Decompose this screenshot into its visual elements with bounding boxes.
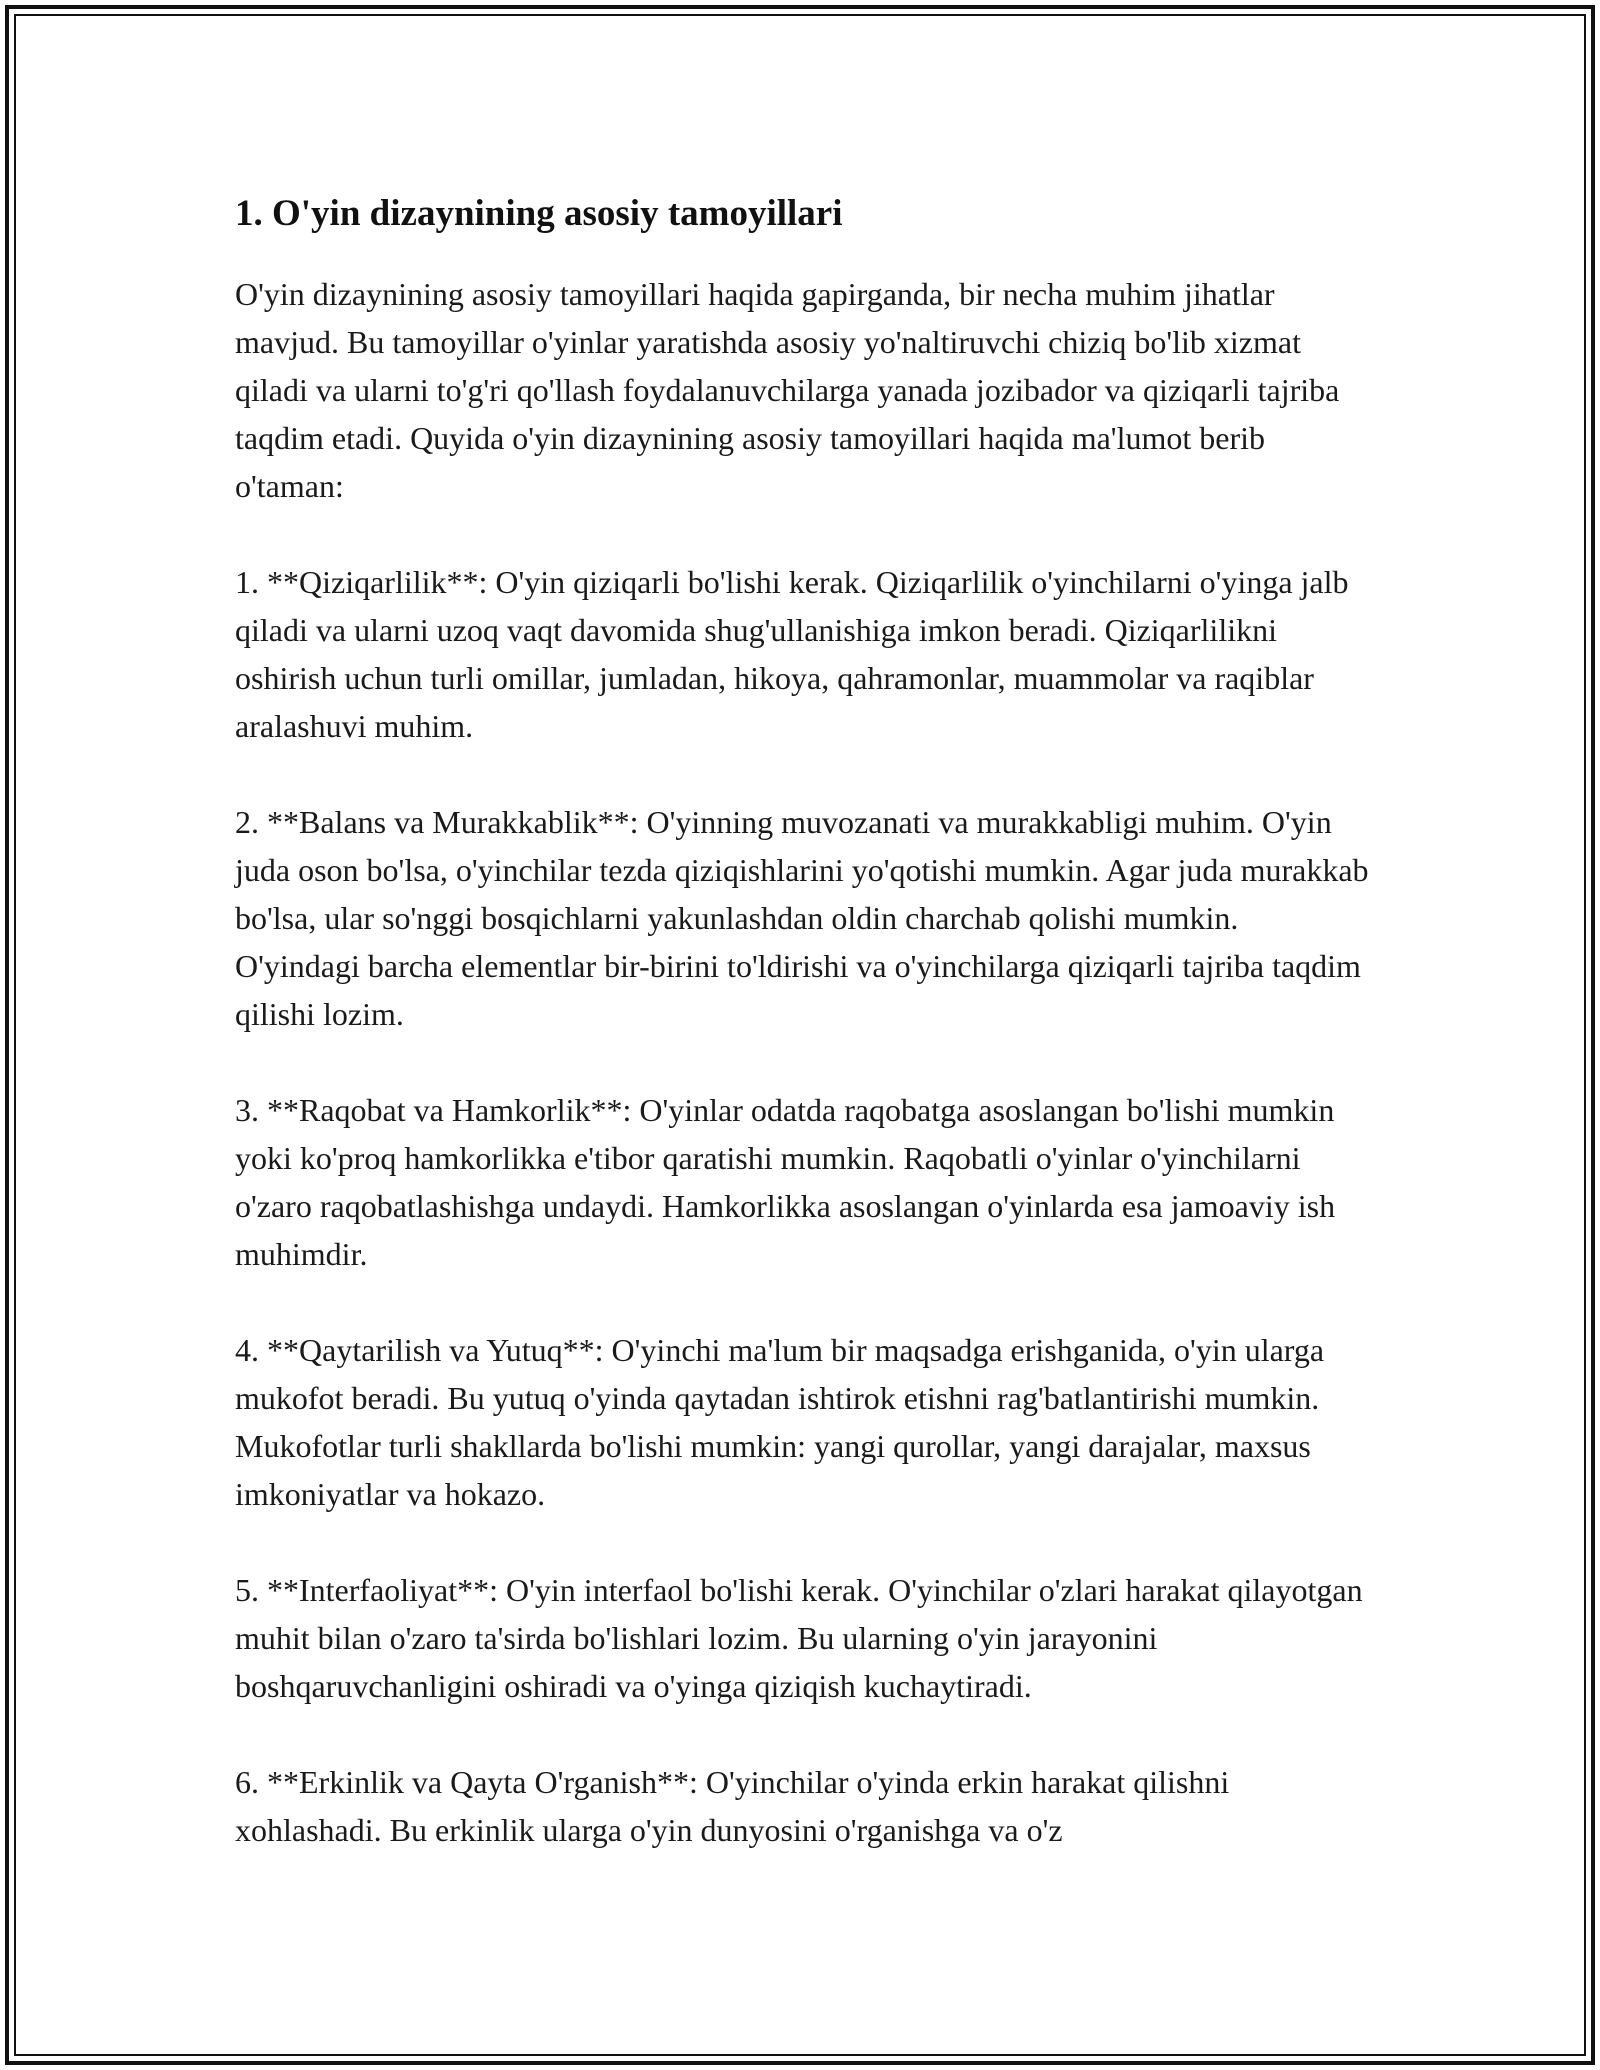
intro-paragraph: O'yin dizaynining asosiy tamoyillari haqida gapirganda, bir necha muhim jihatlar mavjud. Bu tamoyillar o'yinlar yaratishda asosiy yo'naltiruvchi chiziq bo'lib xizmat qiladi va ularni to'g'ri qo'llash foydalanuvchilarga yanada jozibador va qiziqarli tajriba taqdim etadi. Quyida o'yin dizaynining asosiy tamoyillari haqida ma'lumot berib o'taman: <box>235 276 1340 504</box>
document-body <box>235 186 1370 1902</box>
principle-paragraph-5: 5. **Interfaoliyat**: O'yin interfaol bo'lishi kerak. O'yinchilar o'zlari harakat qilayotgan muhit bilan o'zaro ta'sirda bo'lishlari lozim. Bu ularning o'yin jarayonini boshqaruvchanligini oshiradi va o'yinga qiziqish kuchaytiradi. <box>235 1572 1363 1704</box>
section-heading: 1. O'yin dizaynining asosiy tamoyillari <box>235 193 843 234</box>
principle-paragraph-6: 6. **Erkinlik va Qayta O'rganish**: O'yinchilar o'yinda erkin harakat qilishni xohlashadi. Bu erkinlik ularga o'yin dunyosini o'rganishga va o'z <box>235 1764 1230 1848</box>
principle-paragraph-2: 2. **Balans va Murakkablik**: O'yinning muvozanati va murakkabligi muhim. O'yin juda oson bo'lsa, o'yinchilar tezda qiziqishlarini yo'qotishi mumkin. Agar juda murakkab bo'lsa, ular so'nggi bosqichlarni yakunlashdan oldin charchab qolishi mumkin. O'yindagi barcha elementlar bir-birini to'ldirishi va o'yinchilarga qiziqarli tajriba taqdim qilishi lozim. <box>235 804 1369 1032</box>
principle-paragraph-1: 1. **Qiziqarlilik**: O'yin qiziqarli bo'lishi kerak. Qiziqarlilik o'yinchilarni o'yinga jalb qiladi va ularni uzoq vaqt davomida shug'ullanishiga imkon beradi. Qiziqarlilikni oshirish uchun turli omillar, jumladan, hikoya, qahramonlar, muammolar va raqiblar aralashuvi muhim. <box>235 564 1349 744</box>
principle-paragraph-3: 3. **Raqobat va Hamkorlik**: O'yinlar odatda raqobatga asoslangan bo'lishi mumkin yoki ko'proq hamkorlikka e'tibor qaratishi mumkin. Raqobatli o'yinlar o'yinchilarni o'zaro raqobatlashishga undaydi. Hamkorlikka asoslangan o'yinlarda esa jamoaviy ish muhimdir. <box>235 1092 1336 1272</box>
principle-paragraph-4: 4. **Qaytarilish va Yutuq**: O'yinchi ma'lum bir maqsadga erishganida, o'yin ularga mukofot beradi. Bu yutuq o'yinda qaytadan ishtirok etishni rag'batlantirishi mumkin. Mukofotlar turli shakllarda bo'lishi mumkin: yangi qurollar, yangi darajalar, maxsus imkoniyatlar va hokazo. <box>235 1332 1325 1512</box>
